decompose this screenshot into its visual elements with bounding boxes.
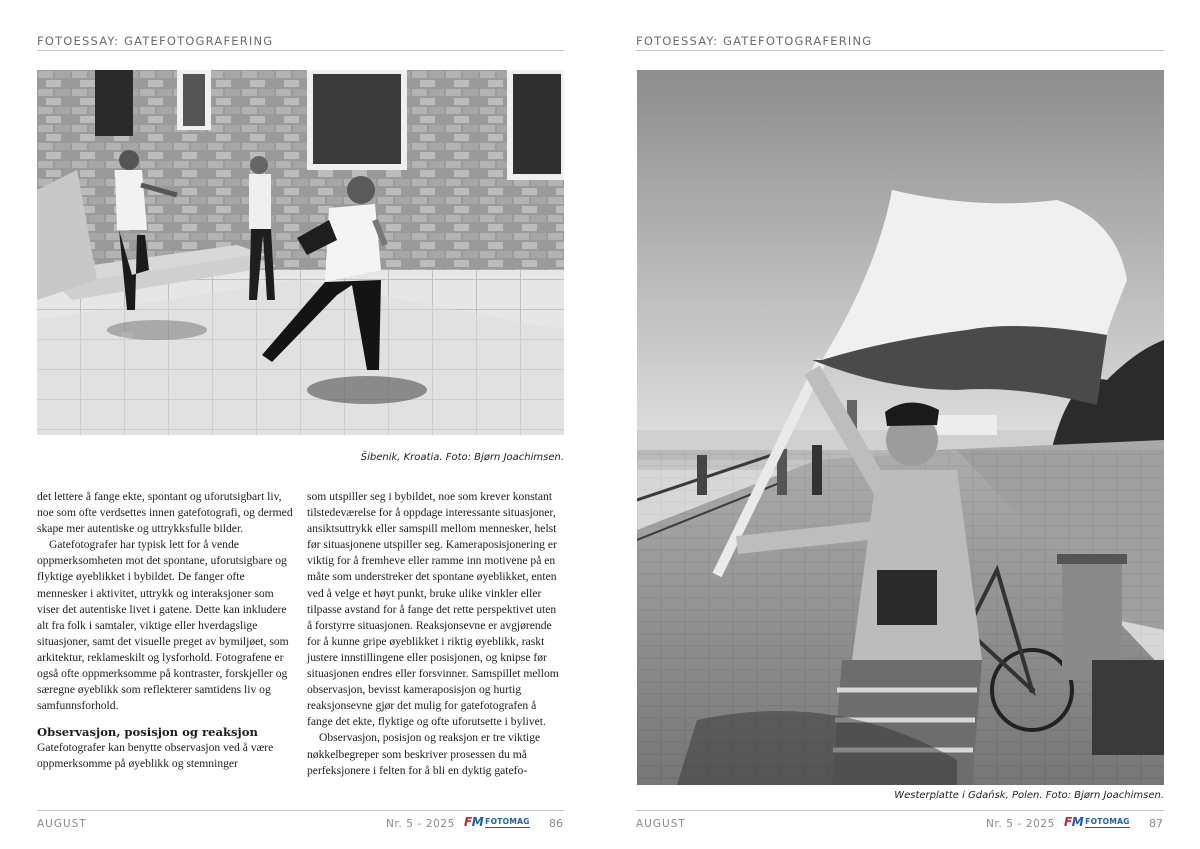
paragraph: det lettere å fange ekte, spontant og uforutsigbart liv, noe som ofte verdsettes innen gatefotografi, og dermed skape mer autentiske og uttrykksfulle bilder.: [37, 490, 293, 536]
paragraph: Observasjon, posisjon og reaksjon er tre viktige nøkkelbegreper som beskriver prosessen du må perfeksjonere i felten for å bli en dyktig gatefo-: [307, 731, 541, 777]
footer-month: AUGUST: [37, 818, 87, 830]
running-head: FOTOESSAY: GATEFOTOGRAFERING: [37, 34, 274, 48]
running-head: FOTOESSAY: GATEFOTOGRAFERING: [636, 34, 873, 48]
fotomag-logo: [464, 815, 530, 829]
photo-caption: Šibenik, Kroatia. Foto: Bjørn Joachimsen.: [360, 452, 564, 463]
page-number: 87: [1149, 817, 1163, 830]
page-number: 86: [549, 817, 563, 830]
logo-text: FOTOMAG: [485, 816, 530, 826]
text-column-1: [37, 489, 293, 773]
fm-logo-mark: FM: [1064, 815, 1084, 829]
section-heading: Observasjon, posisjon og reaksjon: [37, 725, 258, 740]
footer-rule: [636, 810, 1164, 811]
header-rule: [37, 50, 564, 51]
header-rule: [636, 50, 1164, 51]
photo-westerplatte: [637, 70, 1164, 785]
footer-issue: Nr. 5 - 2025: [386, 818, 455, 830]
text-column-2: [307, 489, 563, 779]
footer-issue: Nr. 5 - 2025: [986, 818, 1055, 830]
fotomag-logo: [1064, 815, 1130, 829]
right-page: [600, 0, 1200, 849]
photo-caption: Westerplatte i Gdańsk, Polen. Foto: Bjørn Joachimsen.: [894, 790, 1164, 801]
fm-logo-mark: FM: [464, 815, 484, 829]
photo-sibenik-image: [37, 70, 564, 435]
footer-rule: [37, 810, 564, 811]
logo-text: FOTOMAG: [1085, 816, 1130, 826]
paragraph: som utspiller seg i bybildet, noe som krever konstant tilstedeværelse for å oppdage interessante situasjoner, ansiktsuttrykk eller samspill mellom mennesker, helst før situasjonene utspiller seg. Kameraposisjonering er viktig for å fremheve eller ramme inn motivene på en måte som understreker det spontane øyeblikket, enten ved å velge et høyt punkt, bruke ulike vinkler eller tilpasse avstand for å fange det rette perspektivet uten å forstyrre situasjonen. Reaksjonsevne er avgjørende for å kunne gripe øyeblikket i riktig øyeblikk, raskt justere innstillingene eller posisjonen, og knipse før situasjonen endres eller forsvinner. Samspillet mellom observasjon, bevisst kameraposisjon og hurtig reaksjonsevne gjør det mulig for gatefotografen å fange det ekte, flyktige og ofte uforutsette i bylivet.: [307, 490, 559, 729]
footer-month: AUGUST: [636, 818, 686, 830]
photo-westerplatte-image: [637, 70, 1164, 785]
paragraph: Gatefotografer kan benytte observasjon ved å være oppmerksomme på øyeblikk og stemninger: [37, 741, 274, 771]
paragraph: Gatefotografer har typisk lett for å vende oppmerksomheten mot det spontane, uforutsigbare og flyktige øyeblikket i bybildet. De fanger ofte mennesker i aktivitet, uttrykk og interaksjoner som viser det autentiske livet i gatene. Dette kan inkludere alt fra folk i samtaler, viktige eller hverdagslige situasjoner, samt det visuelle preget av bymiljøet, som arkitektur, reklameskilt og lysforhold. Fotografene er også ofte oppmerksomme på kontraster, forskjeller og særegne øyeblikk som reflekterer samtidens liv og samfunnsforhold.: [37, 538, 289, 713]
photo-sibenik: [37, 70, 564, 435]
